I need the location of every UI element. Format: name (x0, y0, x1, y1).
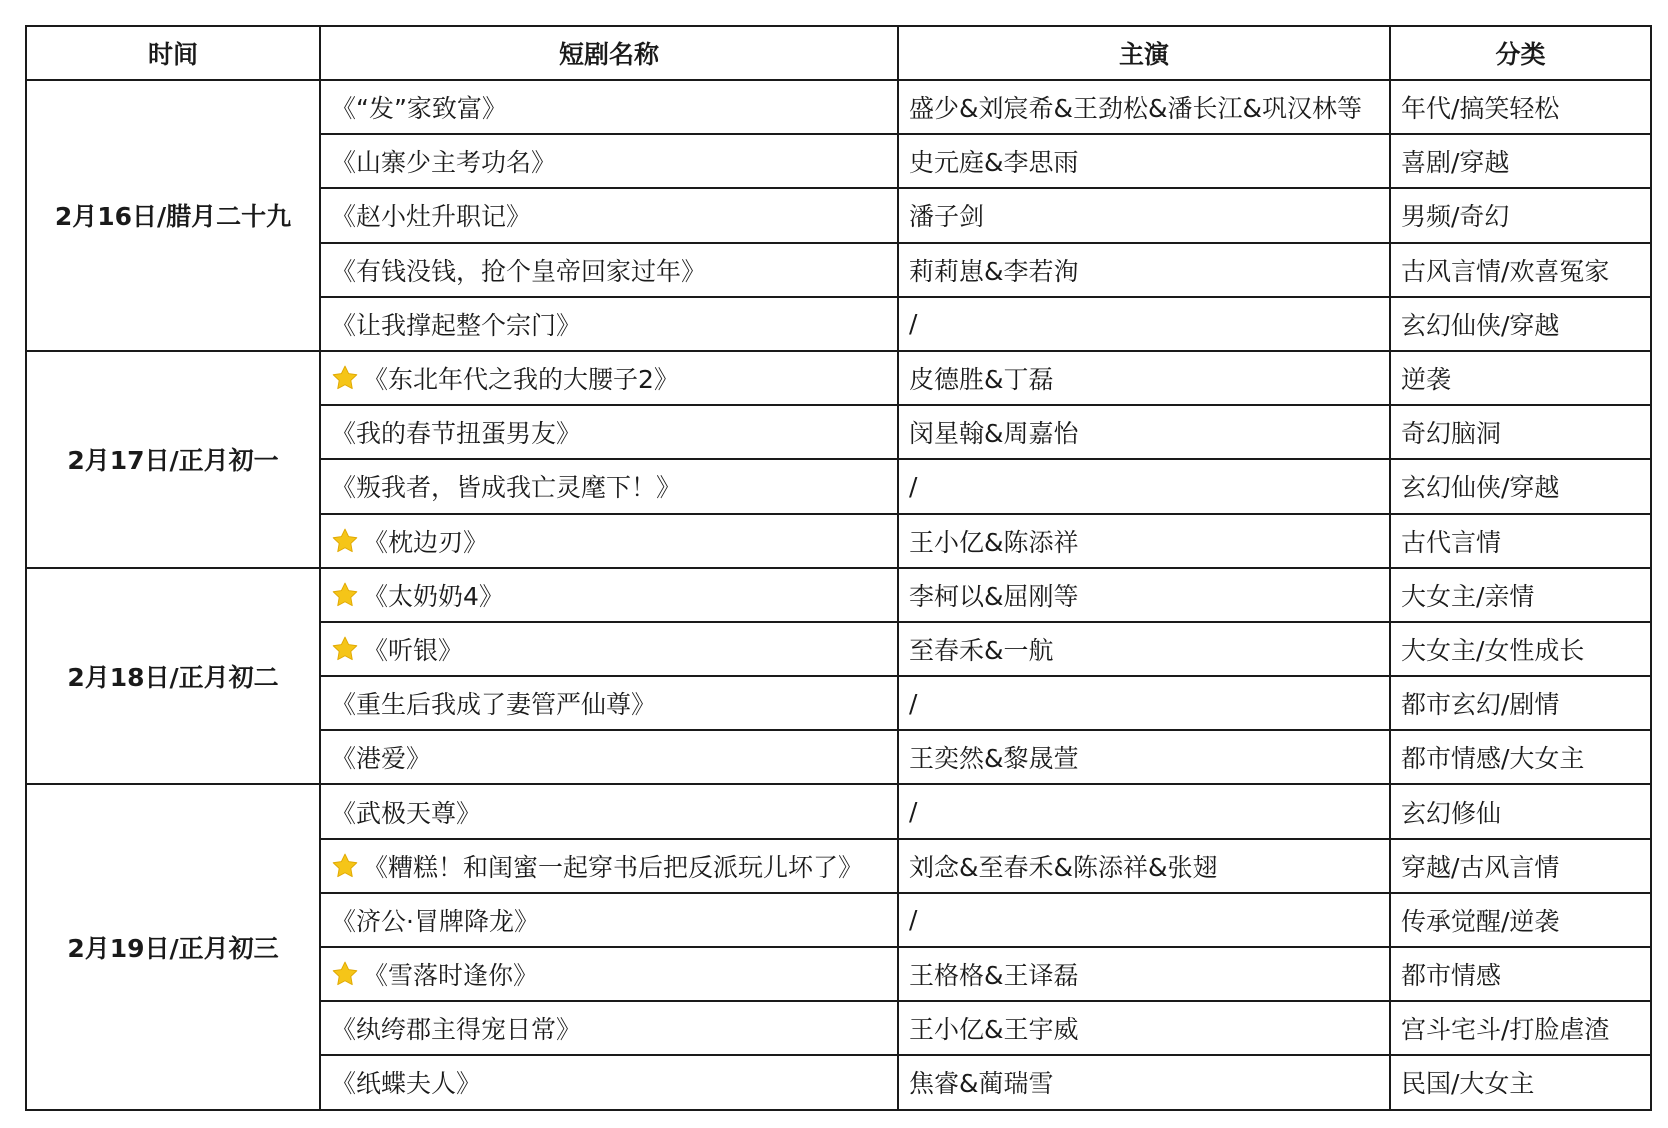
genre-cell: 男频/奇幻 (1390, 188, 1651, 242)
genre-cell: 都市情感/大女主 (1390, 730, 1651, 784)
genre-cell: 奇幻脑洞 (1390, 405, 1651, 459)
star-icon (331, 960, 359, 988)
table-row (26, 351, 1651, 405)
table-row (26, 80, 1651, 134)
cast-cell: / (898, 459, 1390, 513)
genre-cell: 古风言情/欢喜冤家 (1390, 243, 1651, 297)
genre-cell: 逆袭 (1390, 351, 1651, 405)
title-cell (320, 351, 898, 405)
cast-cell: 刘念&至春禾&陈添祥&张翅 (898, 839, 1390, 893)
star-icon (331, 635, 359, 663)
genre-cell: 民国/大女主 (1390, 1055, 1651, 1109)
title-cell (320, 1055, 898, 1109)
header-genre: 分类 (1390, 26, 1651, 80)
drama-schedule-table (25, 25, 1652, 1111)
drama-title: 《山寨少主考功名》 (331, 148, 557, 178)
date-cell: 2月17日/正月初一 (26, 351, 320, 568)
drama-title: 《重生后我成了妻管严仙尊》 (331, 690, 657, 720)
genre-cell: 玄幻修仙 (1390, 784, 1651, 838)
date-cell: 2月19日/正月初三 (26, 784, 320, 1109)
title-cell (320, 622, 898, 676)
genre-cell: 年代/搞笑轻松 (1390, 80, 1651, 134)
table-body (26, 80, 1651, 1110)
drama-title: 《纸蝶夫人》 (331, 1069, 482, 1099)
cast-cell: 盛少&刘宸希&王劲松&潘长江&巩汉林等 (898, 80, 1390, 134)
header-time: 时间 (26, 26, 320, 80)
header-title: 短剧名称 (320, 26, 898, 80)
cast-cell: 皮德胜&丁磊 (898, 351, 1390, 405)
title-cell (320, 839, 898, 893)
drama-title: 《有钱没钱，抢个皇帝回家过年》 (331, 256, 707, 286)
drama-title: 《我的春节扭蛋男友》 (331, 419, 582, 449)
star-icon (331, 852, 359, 880)
drama-title: 《纨绔郡主得宠日常》 (331, 1015, 582, 1045)
genre-cell: 都市情感 (1390, 947, 1651, 1001)
drama-title: 《济公·冒牌降龙》 (331, 906, 539, 936)
cast-cell: 潘子剑 (898, 188, 1390, 242)
title-cell (320, 405, 898, 459)
cast-cell: 王小亿&王宇威 (898, 1001, 1390, 1055)
cast-cell: / (898, 893, 1390, 947)
genre-cell: 古代言情 (1390, 514, 1651, 568)
title-cell (320, 730, 898, 784)
drama-title: 《港爱》 (331, 744, 432, 774)
genre-cell: 玄幻仙侠/穿越 (1390, 459, 1651, 513)
drama-title: 《让我撑起整个宗门》 (331, 310, 582, 340)
title-cell (320, 297, 898, 351)
genre-cell: 喜剧/穿越 (1390, 134, 1651, 188)
title-cell (320, 676, 898, 730)
title-cell (320, 568, 898, 622)
cast-cell: / (898, 676, 1390, 730)
drama-title: 《武极天尊》 (331, 798, 482, 828)
title-cell (320, 514, 898, 568)
drama-title: 《叛我者，皆成我亡灵麾下！》 (331, 473, 682, 503)
drama-title: 《“发”家致富》 (331, 94, 507, 124)
schedule-table-container (25, 25, 1652, 1111)
cast-cell: 闵星翰&周嘉怡 (898, 405, 1390, 459)
cast-cell: 史元庭&李思雨 (898, 134, 1390, 188)
cast-cell: / (898, 784, 1390, 838)
date-cell: 2月18日/正月初二 (26, 568, 320, 785)
genre-cell: 大女主/亲情 (1390, 568, 1651, 622)
table-row (26, 784, 1651, 838)
genre-cell: 宫斗宅斗/打脸虐渣 (1390, 1001, 1651, 1055)
genre-cell: 大女主/女性成长 (1390, 622, 1651, 676)
title-cell (320, 188, 898, 242)
header-cast: 主演 (898, 26, 1390, 80)
cast-cell: 至春禾&一航 (898, 622, 1390, 676)
title-cell (320, 1001, 898, 1055)
cast-cell: 王奕然&黎晟萱 (898, 730, 1390, 784)
drama-title: 《糟糕！和闺蜜一起穿书后把反派玩儿坏了》 (363, 852, 864, 882)
cast-cell: 焦睿&蔺瑞雪 (898, 1055, 1390, 1109)
title-cell (320, 459, 898, 513)
genre-cell: 玄幻仙侠/穿越 (1390, 297, 1651, 351)
genre-cell: 传承觉醒/逆袭 (1390, 893, 1651, 947)
table-row (26, 568, 1651, 622)
title-cell (320, 134, 898, 188)
drama-title: 《听银》 (363, 635, 464, 665)
title-cell (320, 893, 898, 947)
cast-cell: 李柯以&屈刚等 (898, 568, 1390, 622)
genre-cell: 都市玄幻/剧情 (1390, 676, 1651, 730)
star-icon (331, 527, 359, 555)
date-cell: 2月16日/腊月二十九 (26, 80, 320, 351)
table-header-row (26, 26, 1651, 80)
drama-title: 《赵小灶升职记》 (331, 202, 532, 232)
genre-cell: 穿越/古风言情 (1390, 839, 1651, 893)
cast-cell: 王格格&王译磊 (898, 947, 1390, 1001)
title-cell (320, 80, 898, 134)
drama-title: 《枕边刃》 (363, 527, 489, 557)
drama-title: 《东北年代之我的大腰子2》 (363, 365, 679, 395)
cast-cell: 王小亿&陈添祥 (898, 514, 1390, 568)
star-icon (331, 364, 359, 392)
star-icon (331, 581, 359, 609)
title-cell (320, 947, 898, 1001)
drama-title: 《太奶奶4》 (363, 581, 504, 611)
drama-title: 《雪落时逢你》 (363, 961, 539, 991)
title-cell (320, 243, 898, 297)
cast-cell: 莉莉崽&李若洵 (898, 243, 1390, 297)
title-cell (320, 784, 898, 838)
cast-cell: / (898, 297, 1390, 351)
